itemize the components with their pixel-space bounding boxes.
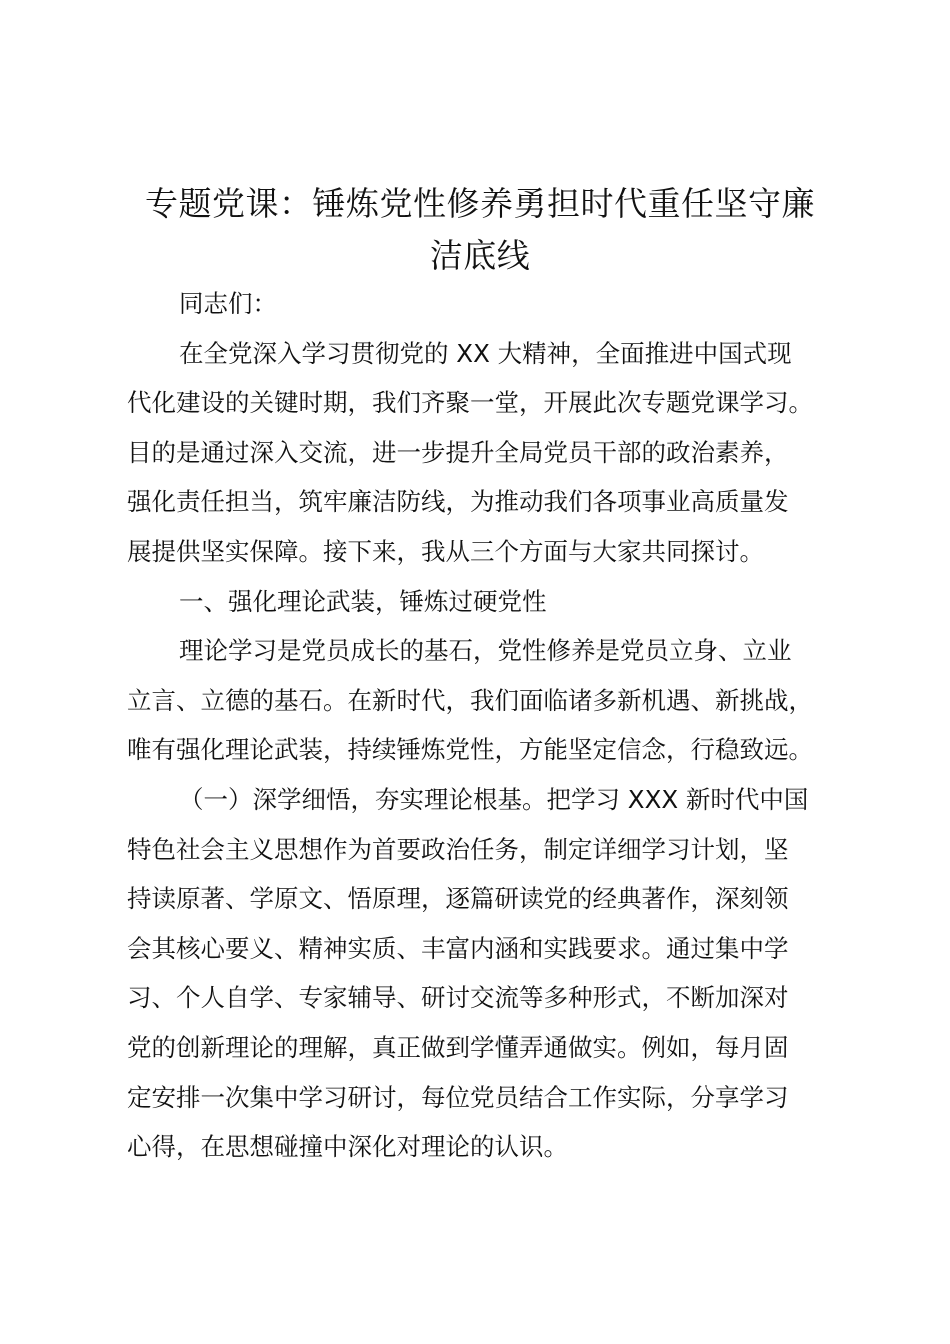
- paragraph-line: 代化建设的关键时期，我们齐聚一堂，开展此次专题党课学习。: [127, 388, 813, 418]
- paragraph-line: 持读原著、学原文、悟原理，逐篇研读党的经典著作，深刻领: [127, 884, 789, 914]
- paragraph-line: 心得，在思想碰撞中深化对理论的认识。: [127, 1132, 568, 1162]
- paragraph-line: 会其核心要义、精神实质、丰富内涵和实践要求。通过集中学: [127, 933, 789, 963]
- title-line: 专题党课：锤炼党性修养勇担时代重任坚守廉: [145, 184, 815, 223]
- paragraph-line: 习、个人自学、专家辅导、研讨交流等多种形式，不断加深对: [127, 983, 789, 1013]
- paragraph-line: 展提供坚实保障。接下来，我从三个方面与大家共同探讨。: [127, 536, 764, 566]
- paragraph-line: 理论学习是党员成长的基石，党性修养是党员立身、立业: [179, 636, 792, 666]
- paragraph-line: 定安排一次集中学习研讨，每位党员结合工作实际，分享学习: [127, 1082, 789, 1112]
- section-heading: 一、强化理论武装，锤炼过硬党性: [179, 586, 547, 616]
- paragraph-line: 在全党深入学习贯彻党的 XX 大精神，全面推进中国式现: [179, 338, 792, 368]
- paragraph-line: 强化责任担当，筑牢廉洁防线，为推动我们各项事业高质量发: [127, 487, 789, 517]
- document-body: [127, 279, 839, 1172]
- paragraph-line: 目的是通过深入交流，进一步提升全局党员干部的政治素养，: [127, 437, 789, 467]
- paragraph-line: 唯有强化理论武装，持续锤炼党性，方能坚定信念，行稳致远。: [127, 735, 813, 765]
- document-title: [110, 178, 850, 282]
- paragraph-line: 特色社会主义思想作为首要政治任务，制定详细学习计划，坚: [127, 834, 789, 864]
- title-line: 洁底线: [429, 236, 531, 275]
- paragraph-line: 立言、立德的基石。在新时代，我们面临诸多新机遇、新挑战，: [127, 685, 813, 715]
- paragraph-line: 党的创新理论的理解，真正做到学懂弄通做实。例如，每月固: [127, 1032, 789, 1062]
- salutation-line: 同志们：: [179, 289, 277, 318]
- paragraph-line: （一）深学细悟，夯实理论根基。把学习 XXX 新时代中国: [179, 784, 809, 814]
